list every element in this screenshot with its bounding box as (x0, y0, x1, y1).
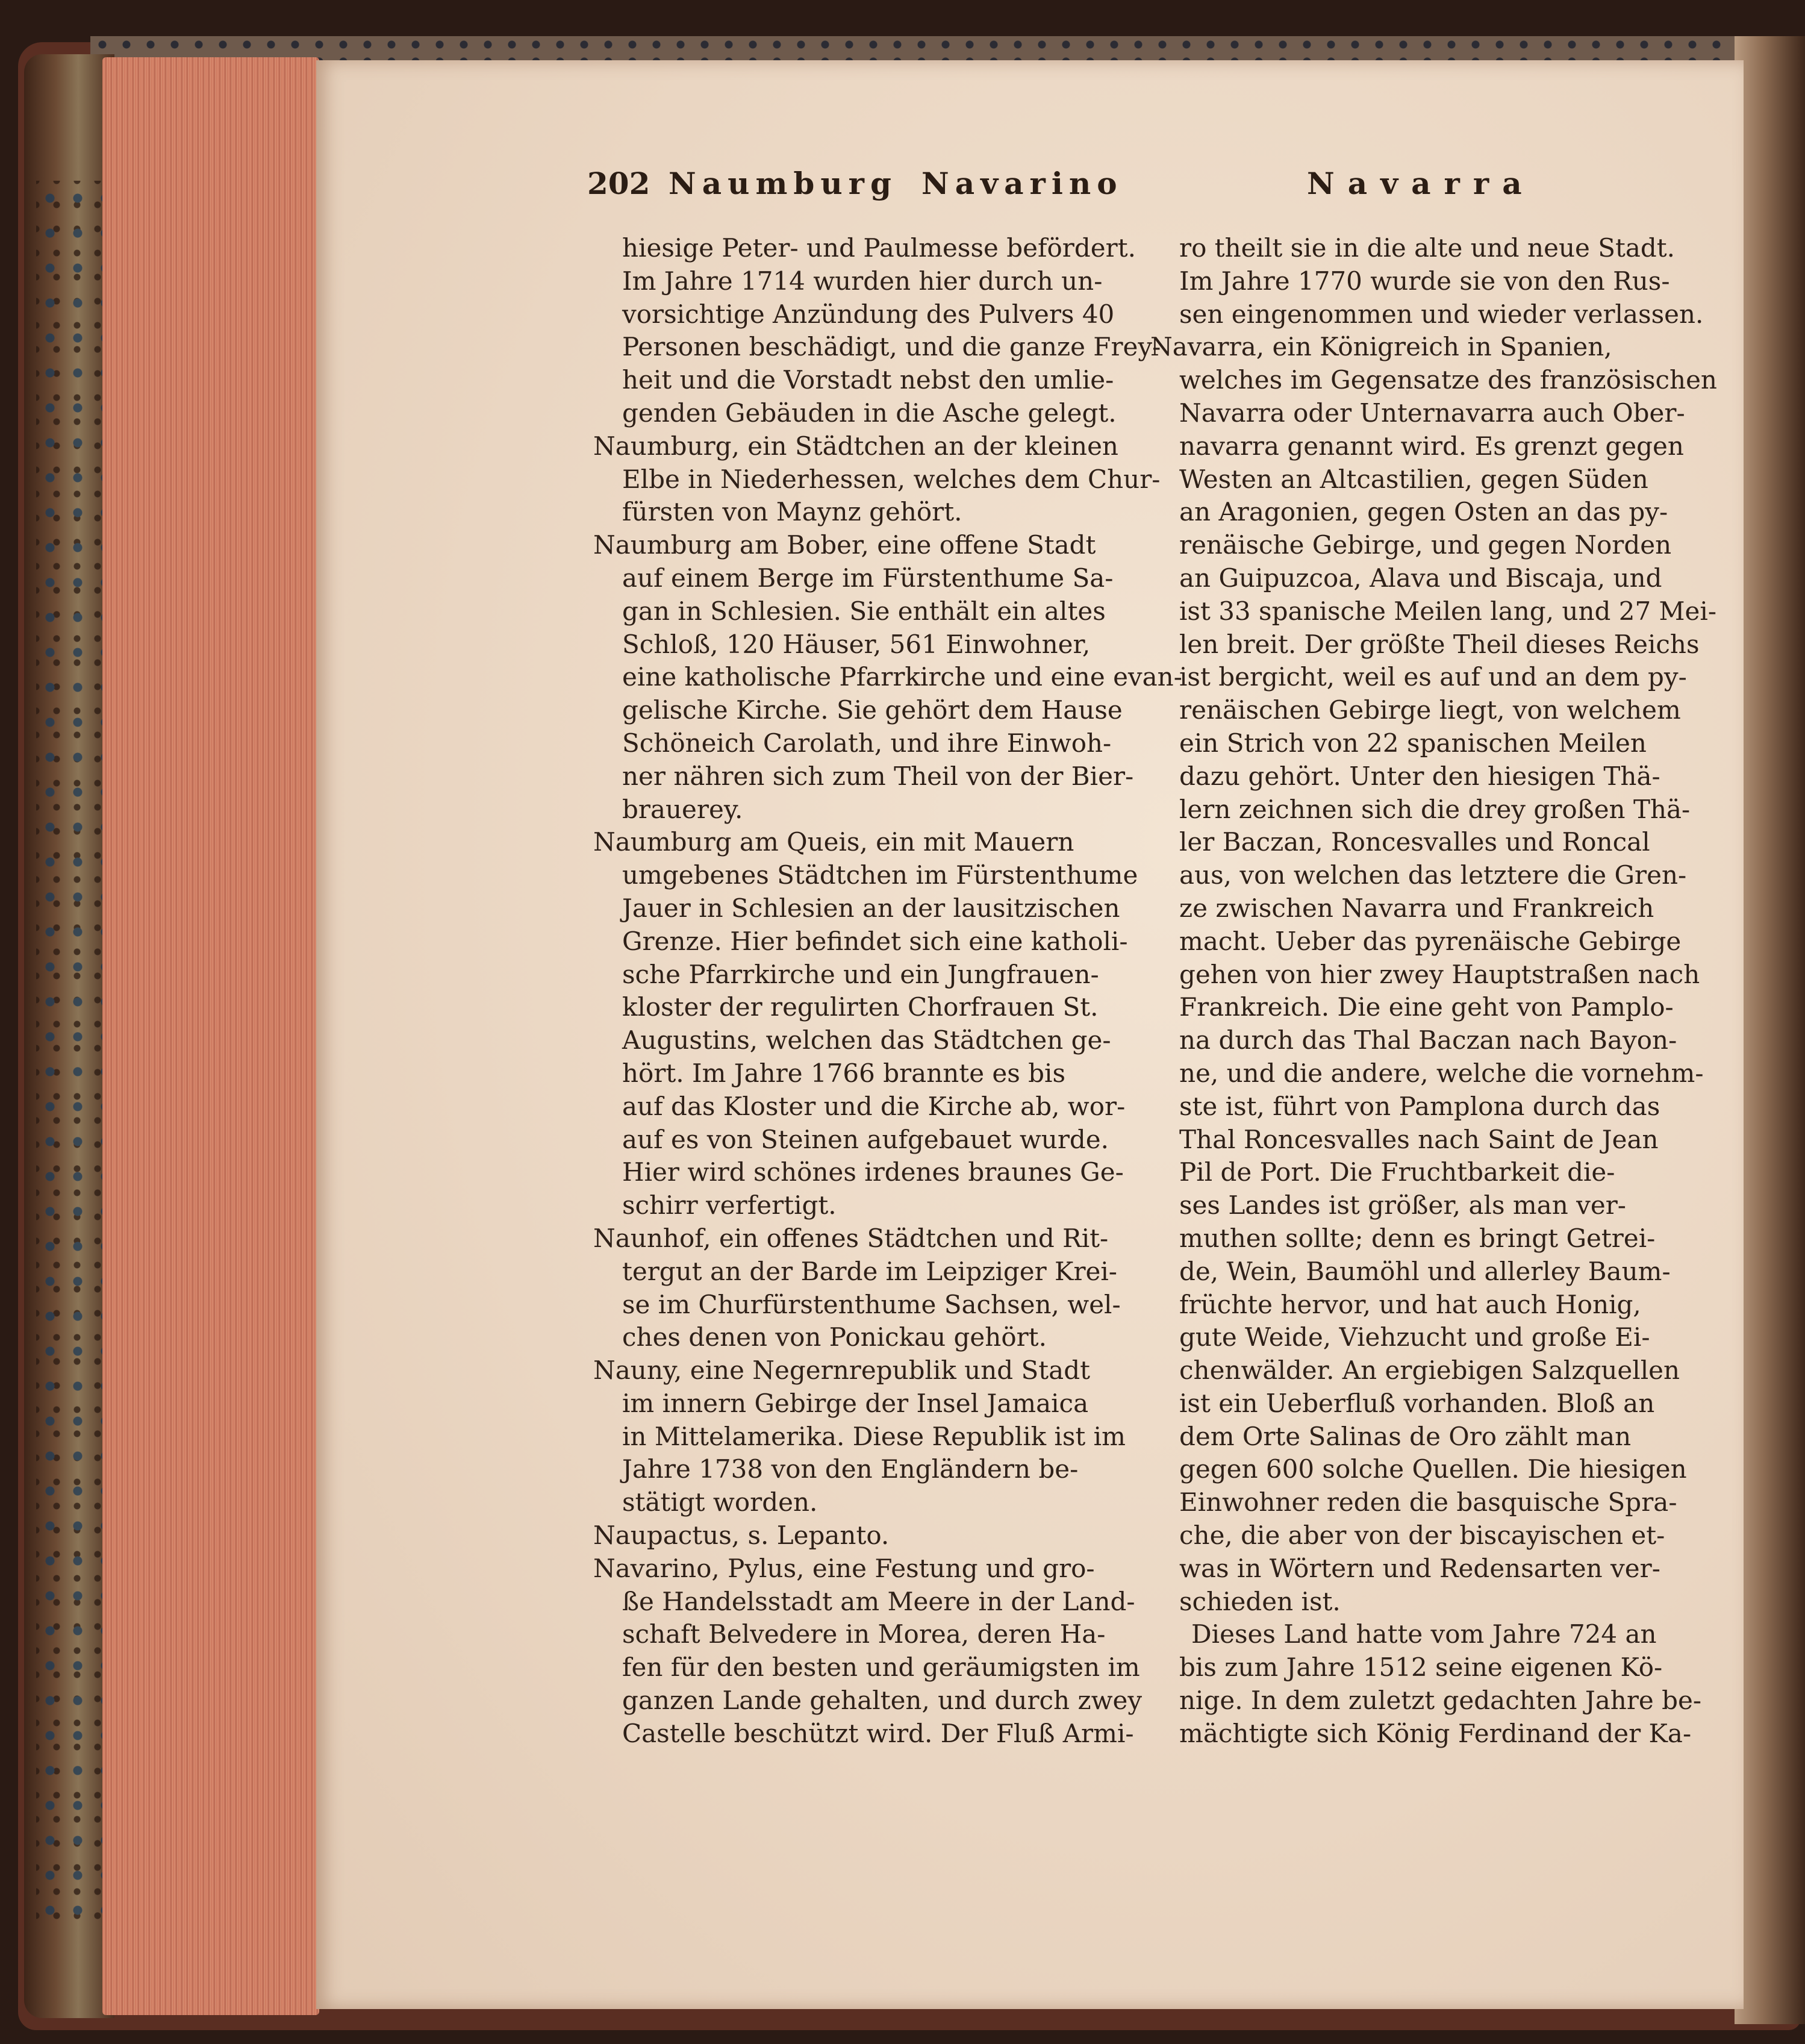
text-line: welches im Gegensatze des französischen (1179, 365, 1717, 395)
text-line: muthen sollte; denn es bringt Getrei- (1179, 1223, 1656, 1253)
text-line: ist bergicht, weil es auf und an dem py- (1179, 662, 1687, 692)
text-line: in Mittelamerika. Diese Republik ist im (622, 1421, 1126, 1451)
text-line: ses Landes ist größer, als man ver- (1179, 1190, 1626, 1220)
text-line: nige. In dem zuletzt gedachten Jahre be- (1179, 1686, 1702, 1716)
right-page-edge (1735, 36, 1805, 2024)
text-line: ner nähren sich zum Theil von der Bier- (622, 761, 1134, 791)
text-line: Elbe in Niederhessen, welches dem Chur- (622, 464, 1161, 494)
text-line: ist 33 spanische Meilen lang, und 27 Mei- (1179, 596, 1717, 626)
text-line: Navarra oder Unternavarra auch Ober- (1179, 398, 1685, 428)
text-line: gan in Schlesien. Sie enthält ein altes (622, 596, 1106, 626)
text-line: Westen an Altcastilien, gegen Süden (1179, 464, 1648, 494)
text-line: Thal Roncesvalles nach Saint de Jean (1179, 1124, 1659, 1154)
text-line: Einwohner reden die basquische Spra- (1179, 1487, 1677, 1517)
text-line: gegen 600 solche Quellen. Die hiesigen (1179, 1454, 1687, 1484)
text-line: tergut an der Barde im Leipziger Krei- (622, 1256, 1117, 1286)
running-head-left: Naumburg (669, 166, 897, 201)
page-edges (102, 57, 319, 2015)
text-line: kloster der regulirten Chorfrauen St. (622, 992, 1099, 1022)
text-line: Augustins, welchen das Städtchen ge- (622, 1025, 1111, 1055)
text-line: schaft Belvedere in Morea, deren Ha- (622, 1619, 1106, 1649)
right-text-column (1150, 232, 1717, 1751)
text-line: Frankreich. Die eine geht von Pamplo- (1179, 992, 1674, 1022)
text-line: Schloß, 120 Häuser, 561 Einwohner, (622, 629, 1091, 659)
entry-headword-line: Naumburg am Queis, ein mit Mauern (593, 827, 1074, 857)
entry-headword-line: Naumburg, ein Städtchen an der kleinen (593, 431, 1118, 461)
text-line: eine katholische Pfarrkirche und eine evan- (622, 662, 1182, 692)
text-line: ze zwischen Navarra und Frankreich (1179, 893, 1654, 923)
text-line: ler Baczan, Roncesvalles und Roncal (1179, 827, 1650, 857)
text-line: gehen von hier zwey Hauptstraßen nach (1179, 959, 1700, 989)
text-line: heit und die Vorstadt nebst den umlie- (622, 365, 1114, 395)
text-line: na durch das Thal Baczan nach Bayon- (1179, 1025, 1677, 1055)
text-line: Dieses Land hatte vom Jahre 724 an (1191, 1619, 1657, 1649)
text-line: schirr verfertigt. (622, 1190, 837, 1220)
text-line: gute Weide, Viehzucht und große Ei- (1179, 1322, 1650, 1352)
text-line: ste ist, führt von Pamplona durch das (1179, 1091, 1660, 1121)
text-line: sche Pfarrkirche und ein Jungfrauen- (622, 959, 1099, 989)
text-line: Jauer in Schlesien an der lausitzischen (622, 893, 1120, 923)
text-line: macht. Ueber das pyrenäische Gebirge (1179, 926, 1682, 956)
text-line: hiesige Peter- und Paulmesse befördert. (622, 233, 1136, 263)
text-line: bis zum Jahre 1512 seine eigenen Kö- (1179, 1652, 1663, 1683)
text-line: genden Gebäuden in die Asche gelegt. (622, 398, 1117, 428)
text-line: Im Jahre 1770 wurde sie von den Rus- (1179, 266, 1670, 296)
text-line: was in Wörtern und Redensarten ver- (1179, 1553, 1660, 1583)
text-line: auf das Kloster und die Kirche ab, wor- (622, 1091, 1126, 1121)
text-line: vorsichtige Anzündung des Pulvers 40 (622, 299, 1115, 329)
text-line: Castelle beschützt wird. Der Fluß Armi- (622, 1718, 1134, 1748)
text-line: ganzen Lande gehalten, und durch zwey (622, 1686, 1143, 1716)
text-line: lern zeichnen sich die drey großen Thä- (1179, 794, 1691, 824)
text-line: navarra genannt wird. Es grenzt gegen (1179, 431, 1684, 461)
entry-headword-line: Naumburg am Bober, eine offene Stadt (593, 530, 1096, 560)
running-head-middle: Navarino (921, 166, 1123, 201)
entry-headword-line: Navarino, Pylus, eine Festung und gro- (593, 1553, 1095, 1583)
text-line: se im Churfürstenthume Sachsen, wel- (622, 1289, 1121, 1319)
marbled-pattern (36, 181, 102, 1928)
text-line: ches denen von Ponickau gehört. (622, 1322, 1047, 1352)
text-line: ro theilt sie in die alte und neue Stadt. (1179, 233, 1675, 263)
text-line: ße Handelsstadt am Meere in der Land- (622, 1586, 1135, 1616)
running-head-right: Navarra (1307, 166, 1535, 201)
text-line: dem Orte Salinas de Oro zählt man (1179, 1421, 1632, 1451)
text-line: chenwälder. An ergiebigen Salzquellen (1179, 1355, 1680, 1386)
text-line: fen für den besten und geräumigsten im (622, 1652, 1140, 1683)
text-line: Schöneich Carolath, und ihre Einwoh- (622, 728, 1112, 758)
text-line: che, die aber von der biscayischen et- (1179, 1520, 1665, 1551)
left-text-column (593, 232, 1182, 1751)
text-line: mächtigte sich König Ferdinand der Ka- (1179, 1718, 1692, 1748)
text-line: fürsten von Maynz gehört. (622, 497, 962, 527)
text-line: gelische Kirche. Sie gehört dem Hause (622, 695, 1123, 725)
text-line: hört. Im Jahre 1766 brannte es bis (622, 1058, 1066, 1088)
text-line: Hier wird schönes irdenes braunes Ge- (622, 1157, 1124, 1187)
text-line: Pil de Port. Die Fruchtbarkeit die- (1179, 1157, 1615, 1187)
text-line: Im Jahre 1714 wurden hier durch un- (622, 266, 1103, 296)
entry-headword-line: Naunhof, ein offenes Städtchen und Rit- (593, 1223, 1109, 1253)
text-line: umgebenes Städtchen im Fürstenthume (622, 860, 1138, 890)
entry-headword-line: Naupactus, s. Lepanto. (593, 1520, 890, 1551)
text-line: schieden ist. (1179, 1586, 1341, 1616)
text-line: früchte hervor, und hat auch Honig, (1179, 1289, 1641, 1319)
text-line: ein Strich von 22 spanischen Meilen (1179, 728, 1647, 758)
text-line: brauerey. (622, 794, 743, 824)
text-line: an Guipuzcoa, Alava und Biscaja, und (1179, 563, 1662, 593)
text-line: dazu gehört. Unter den hiesigen Thä- (1179, 761, 1660, 791)
text-line: sen eingenommen und wieder verlassen. (1179, 299, 1704, 329)
entry-headword-line: Navarra, ein Königreich in Spanien, (1150, 332, 1612, 362)
text-line: Jahre 1738 von den Engländern be- (622, 1454, 1079, 1484)
text-line: im innern Gebirge der Insel Jamaica (622, 1388, 1089, 1418)
text-line: auf es von Steinen aufgebauet wurde. (622, 1124, 1109, 1154)
text-line: ist ein Ueberfluß vorhanden. Bloß an (1179, 1388, 1655, 1418)
text-line: Personen beschädigt, und die ganze Frey- (622, 332, 1161, 362)
text-line: renäischen Gebirge liegt, von welchem (1179, 695, 1681, 725)
text-line: len breit. Der größte Theil dieses Reichs (1179, 629, 1700, 659)
page-number: 202 (587, 166, 650, 201)
entry-headword-line: Nauny, eine Negernrepublik und Stadt (593, 1355, 1090, 1386)
text-line: Grenze. Hier befindet sich eine katholi- (622, 926, 1128, 956)
text-line: stätigt worden. (622, 1487, 818, 1517)
text-line: auf einem Berge im Fürstenthume Sa- (622, 563, 1114, 593)
text-line: de, Wein, Baumöhl und allerley Baum- (1179, 1256, 1671, 1286)
text-line: renäische Gebirge, und gegen Norden (1179, 530, 1672, 560)
text-line: ne, und die andere, welche die vornehm- (1179, 1058, 1704, 1088)
text-line: an Aragonien, gegen Osten an das py- (1179, 497, 1668, 527)
text-line: aus, von welchen das letztere die Gren- (1179, 860, 1687, 890)
